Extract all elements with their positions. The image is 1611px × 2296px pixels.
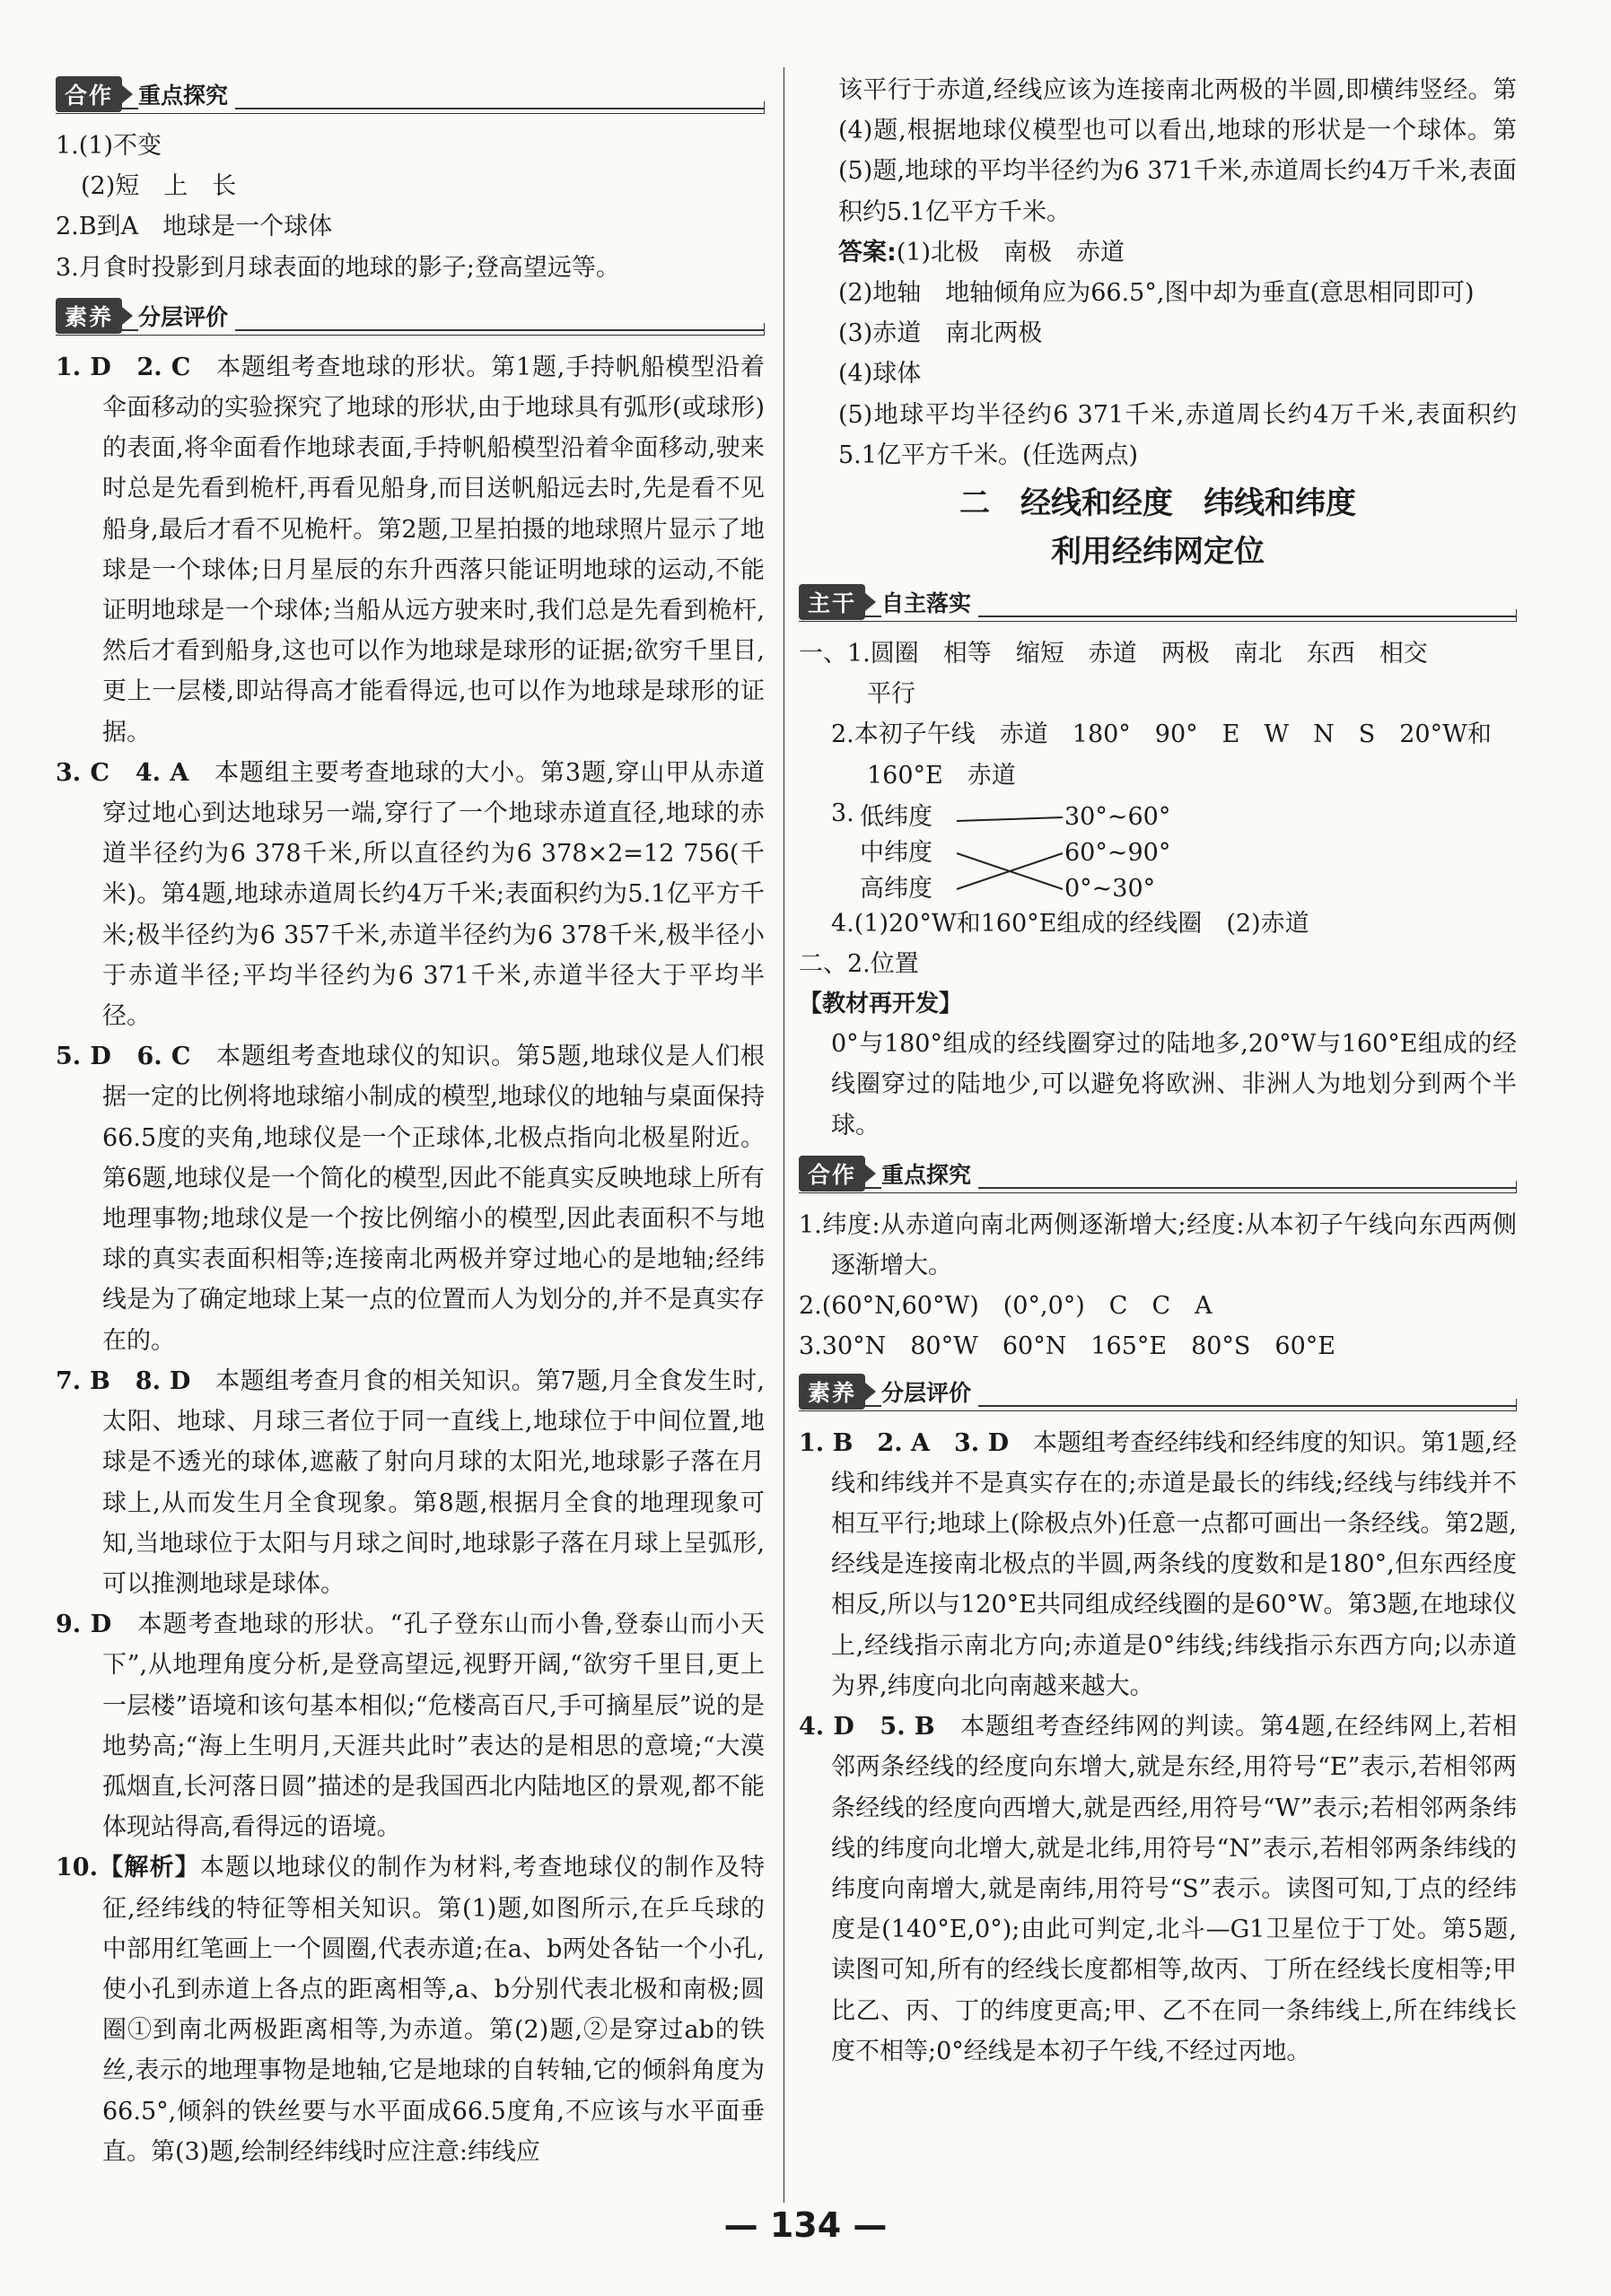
section-title: 重点探究 [881,1157,978,1190]
answer-line: 1.(1)不变 [56,132,162,160]
explanation-continued: 该平行于赤道,经线应该为连接南北两极的半圆,即横纬竖经。第(4)题,根据地球仪模型也可以看出,地球的形状是一个球体。第(5)题,地球的平均半径约为6 371千米,赤道周长约4万千米,表面积约5.1亿平方千米。 [838,76,1517,226]
explanation-paragraph: 1. D 2. C 本题组考查地球的形状。第1题,手持帆船模型沿着伞面移动的实验探究了地球的形状,由于地球具有弧形(或球形)的表面,将伞面看作地球表面,手持帆船模型沿着伞面移动,驶来时总是先看到桅杆,再看见船身,而目送帆船远去时,先是看不见船身,最后才看不见桅杆。第2题,卫星拍摄的地球照片显示了地球是一个球体;日月星辰的东升西落只能证明地球的运动,不能证明地球是一个球体;当船从远方驶来时,我们总是先看到桅杆,然后才看到船身,这也可以作为地球是球形的证据;欲穷千里目,更上一层楼,即站得高才能看得远,也可以作为地球是球形的证据。 [56,353,765,746]
section-header-cooperate [56,74,765,115]
section-header-literacy [799,1371,1517,1412]
arrow-icon [122,85,133,103]
answer-line: 1.纬度:从赤道向南北两侧逐渐增大;经度:从本初子午线向东西两侧逐渐增大。 [799,1210,1517,1280]
section-header-cooperate [799,1153,1517,1194]
right-column [799,70,1517,2072]
chapter-title: 二 经线和经度 纬线和纬度 [959,485,1356,522]
section-title: 自主落实 [881,586,978,618]
match-right-item: 30°~60° [1064,802,1171,831]
match-right-item: 0°~30° [1064,874,1156,903]
explanation-paragraph: 3. C 4. A 本题组主要考查地球的大小。第3题,穿山甲从赤道穿过地心到达地球另一端,穿行了一个地球赤道直径,地球的赤道半径约为6 378千米,所以直径约为6 378×2=12 756(千米)。第4题,地球赤道周长约4万千米;表面积约为5.1亿平方千米;极半径约为6 357千米,赤道半径约为6 378千米,极半径小于赤道半径;平均半径约为6 371千米,赤道半径大于平均半径。 [56,758,765,1031]
section-header-literacy [56,295,765,336]
answer-line: 2.(60°N,60°W) (0°,0°) C C A [799,1292,1213,1321]
arrow-icon [865,593,876,611]
explanation-paragraph: 1. B 2. A 3. D 本题组考查经纬线和经纬度的知识。第1题,经线和纬线并不是真实存在的;赤道是最长的纬线;经线与纬线并不相互平行;地球上(除极点外)任意一点都可画出一条经线。第2题,经线是连接南北极点的半圆,两条线的度数和是180°,但东西经度相反,所以与120°E共同组成经线圈的是60°W。第3题,在地球仪上,经线指示南北方向;赤道是0°纬线;纬线指示东西方向;以赤道为界,纬度向北向南越来越大。 [799,1428,1517,1700]
explanation-paragraph: 9. D 本题考查地球的形状。“孔子登东山而小鲁,登泰山而小天下”,从地理角度分析,是登高望远,视野开阔,“欲穷千里目,更上一层楼”语境和该句基本相似;“危楼高百尺,手可摘星辰”说的是地势高;“海上生明月,天涯共此时”表达的是相思的意境;“大漠孤烟直,长河落日圆”描述的是我国西北内陆地区的景观,都不能体现站得高,看得远的语境。 [56,1611,765,1842]
answer-line: 答案:(1)北极 南极 赤道 [838,238,1125,266]
explanation-paragraph: 0°与180°组成的经线圈穿过的陆地多,20°W与160°E组成的经线圈穿过的陆地少,可以避免将欧洲、非洲人为地划分到两个半球。 [831,1030,1517,1139]
section-header-main [799,581,1517,623]
answer-line: 160°E 赤道 [867,761,1016,790]
arrow-icon [122,307,133,325]
left-column [56,74,765,2172]
match-left-item: 高纬度 [860,874,932,903]
answer-line: 4.(1)20°W和160°E组成的经线圈 (2)赤道 [831,909,1309,938]
answer-line: (3)赤道 南北两极 [838,319,1043,348]
page-number: — 134 — [723,2205,888,2245]
answer-line: 2.B到A 地球是一个球体 [56,213,333,241]
arrow-icon [865,1165,876,1183]
match-left-item: 中纬度 [860,838,932,867]
section-tag: 素养 [56,298,122,334]
section-tag: 素养 [799,1374,865,1410]
answer-line: 二、2.位置 [799,950,919,979]
explanation-paragraph: 10.【解析】本题以地球仪的制作为材料,考查地球仪的制作及特征,经纬线的特征等相关知识。第(1)题,如图所示,在乒乓球的中部用红笔画上一个圆圈,代表赤道;在a、b两处各钻一个小孔,使小孔到赤道上各点的距离相等,a、b分别代表北极和南极;圆圈①到南北两极距离相等,为赤道。第(2)题,②是穿过ab的铁丝,表示的地理事物是地轴,它是地球的自转轴,它的倾斜角度为66.5°,倾斜的铁丝要与水平面成66.5度角,不应该与水平面垂直。第(3)题,绘制经纬线时应注意:纬线应 [56,1854,765,2166]
answer-line: (2)地轴 地轴倾角应为66.5°,图中却为垂直(意思相同即可) [838,279,1475,308]
textbook-redevelop-heading: 【教材再开发】 [799,991,963,1018]
item-number: 3. [831,799,854,827]
answer-line: 3.月食时投影到月球表面的地球的影子;登高望远等。 [56,253,620,282]
match-right-item: 60°~90° [1064,838,1171,867]
match-lines [831,796,1082,904]
chapter-subtitle: 利用经纬网定位 [1051,534,1265,571]
answer-line: 一、1.圆圈 相等 缩短 赤道 两极 南北 东西 相交 [799,640,1428,668]
section-title: 分层评价 [138,300,235,332]
section-tag: 合作 [56,76,122,112]
answer-line: (5)地球平均半径约6 371千米,赤道周长约4万千米,表面积约5.1亿平方千米。(任选两点) [838,400,1517,469]
answer-line: 3.30°N 80°W 60°N 165°E 80°S 60°E [799,1332,1335,1361]
arrow-icon [865,1383,876,1401]
section-title: 重点探究 [138,78,235,110]
answer-line: 平行 [867,680,915,709]
answer-line: (4)球体 [838,360,922,388]
section-tag: 合作 [799,1156,865,1192]
explanation-paragraph: 7. B 8. D 本题组考查月食的相关知识。第7题,月全食发生时,太阳、地球、月球三者位于同一直线上,地球位于中间位置,地球是不透光的球体,遮蔽了射向月球的太阳光,地球影子落在月球上,从而发生月全食现象。第8题,根据月全食的地理现象可知,当地球位于太阳与月球之间时,地球影子落在月球上呈弧形,可以推测地球是球体。 [56,1366,765,1598]
match-line [957,817,1063,821]
explanation-paragraph: 4. D 5. B 本题组考查经纬网的判读。第4题,在经纬网上,若相邻两条经线的经度向东增大,就是东经,用符号“E”表示,若相邻两条经线的经度向西增大,就是西经,用符号“W”表示;若相邻两条纬线的纬度向北增大,就是北纬,用符号“N”表示,若相邻两条纬线的纬度向南增大,就是南纬,用符号“S”表示。读图可知,丁点的经纬度是(140°E,0°);由此可判定,北斗—G1卫星位于丁处。第5题,读图可知,所有的经线长度都相等,故丙、丁所在经线长度相等;甲比乙、丙、丁的纬度更高;甲、乙不在同一条纬线上,所在纬线长度不相等;0°经线是本初子午线,不经过丙地。 [799,1713,1517,2065]
section-tag: 主干 [799,584,865,620]
match-left-item: 低纬度 [860,802,932,831]
section-title: 分层评价 [881,1375,978,1408]
latitude-matching-diagram [831,796,1517,904]
answer-line: (2)短 上 长 [81,172,237,201]
explanation-paragraph: 5. D 6. C 本题组考查地球仪的知识。第5题,地球仪是人们根据一定的比例将地球缩小制成的模型,地球仪的地轴与桌面保持66.5度的夹角,地球仪是一个正球体,北极点指向北极星附近。第6题,地球仪是一个简化的模型,因此不能真实反映地球上所有地理事物;地球仪是一个按比例缩小的模型,因此表面积不与地球的真实表面积相等;连接南北两极并穿过地心的是地轴;经纬线是为了确定地球上某一点的位置而人为划分的,并不是真实存在的。 [56,1043,765,1355]
answer-line: 2.本初子午线 赤道 180° 90° E W N S 20°W和 [831,720,1492,749]
